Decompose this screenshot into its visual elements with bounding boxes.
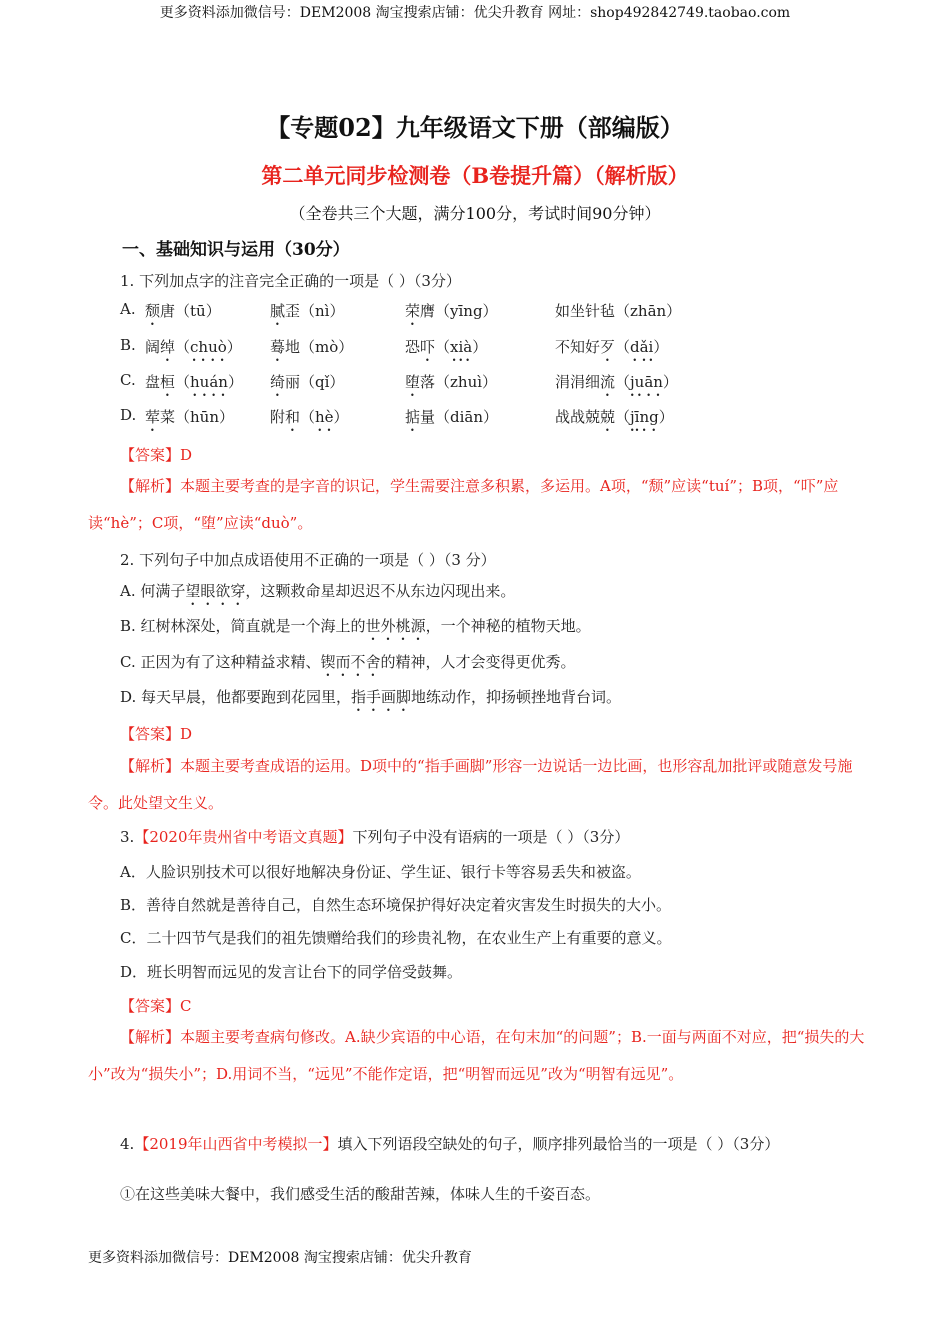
q1-option-label: D.	[120, 406, 137, 424]
q1-option-item: 盘桓（huán）	[145, 373, 243, 391]
q1-option-item: 蓦地（mò）	[270, 338, 354, 356]
exam-info: （全卷共三个大题，满分100分，考试时间90分钟）	[289, 204, 661, 223]
q4-line: ①在这些美味大餐中，我们感受生活的酸甜苦辣，体味人生的千姿百态。	[120, 1185, 601, 1203]
q1-option-item: 掂量（diān）	[405, 408, 499, 426]
q3-stem: 3.【2020年贵州省中考语文真题】下列句子中没有语病的一项是（ ）（3分）	[120, 828, 630, 846]
q1-option-item: 附和（hè）	[270, 408, 349, 426]
q1-option-label: C.	[120, 371, 136, 389]
q2-explanation: 【解析】本题主要考查成语的运用。D项中的“指手画脚”形容一边说话一边比画，也形容乱加批评或随意发号施令。此处望文生义。	[88, 757, 853, 812]
q3-answer: 【答案】C	[120, 997, 192, 1015]
q2-option: A. 何满子望眼欲穿，这颗救命星却迟迟不从东边闪现出来。	[120, 582, 516, 600]
q1-stem: 1. 下列加点字的注音完全正确的一项是（ ）（3分）	[120, 272, 461, 290]
q1-answer: 【答案】D	[120, 446, 193, 464]
q3-source: 【2020年贵州省中考语文真题】	[134, 828, 353, 846]
q1-option-item: 荣膺（yīng）	[405, 302, 498, 320]
q1-option-item: 恐吓（xià）	[405, 338, 488, 356]
q3-explanation: 【解析】本题主要考查病句修改。A.缺少宾语的中心语，在句末加“的问题”；B.一面与两面不对应，把“损失的大小”改为“损失小”；D.用词不当，“远见”不能作定语，把“明智而远见”改为“明智有远见”。	[88, 1028, 865, 1083]
q2-answer: 【答案】D	[120, 725, 193, 743]
q3-option: C．二十四节气是我们的祖先馈赠给我们的珍贵礼物，在农业生产上有重要的意义。	[120, 929, 672, 947]
q1-option-item: 不知好歹（dǎi）	[555, 338, 669, 356]
document-subtitle: 第二单元同步检测卷（B卷提升篇）（解析版）	[261, 163, 689, 188]
q2-option: D. 每天早晨，他都要跑到花园里，指手画脚地练动作，抑扬顿挫地背台词。	[120, 688, 622, 706]
q3-option: A．人脸识别技术可以很好地解决身份证、学生证、银行卡等容易丢失和被盗。	[120, 863, 641, 881]
q1-option-label: A.	[120, 300, 136, 318]
q1-option-item: 涓涓细流（juān）	[555, 373, 678, 391]
document-title: 【专题02】九年级语文下册（部编版）	[266, 113, 684, 142]
q1-option-item: 堕落（zhuì）	[405, 373, 498, 391]
q4-source: 【2019年山西省中考模拟一】	[134, 1135, 338, 1153]
q1-option-item: 战战兢兢（jīng）	[555, 408, 674, 426]
q1-option-item: 颓唐（tū）	[145, 302, 221, 320]
section-heading: 一、基础知识与运用（30分）	[122, 240, 350, 260]
page-footer: 更多资料添加微信号：DEM2008 淘宝搜索店铺：优尖升教育	[88, 1250, 472, 1266]
q1-option-label: B.	[120, 336, 136, 354]
q1-option-item: 阔绰（chuò）	[145, 338, 242, 356]
q2-stem: 2. 下列句子中加点成语使用不正确的一项是（ ）（3 分）	[120, 551, 496, 569]
q4-stem: 4.【2019年山西省中考模拟一】填入下列语段空缺处的句子，顺序排列最恰当的一项是（ ）（3分）	[120, 1135, 780, 1153]
q1-option-item: 如坐针毡（zhān）	[555, 302, 682, 320]
q3-option: B．善待自然就是善待自己，自然生态环境保护得好决定着灾害发生时损失的大小。	[120, 896, 672, 914]
q2-option: C. 正因为有了这种精益求精、锲而不舍的精神，人才会变得更优秀。	[120, 653, 576, 671]
q1-option-item: 荤菜（hūn）	[145, 408, 234, 426]
page-header: 更多资料添加微信号：DEM2008 淘宝搜索店铺：优尖升教育 网址：shop492842749.taobao.com	[159, 5, 791, 21]
q1-option-item: 腻歪（nì）	[270, 302, 345, 320]
q3-option: D．班长明智而远见的发言让台下的同学倍受鼓舞。	[120, 963, 463, 981]
q1-explanation: 【解析】本题主要考查的是字音的识记，学生需要注意多积累，多运用。A项，“颓”应读“tuí”；B项，“吓”应读“hè”；C项，“堕”应读“duò”。	[88, 477, 839, 532]
q1-option-item: 绮丽（qǐ）	[270, 373, 345, 391]
q2-option: B. 红树林深处，简直就是一个海上的世外桃源，一个神秘的植物天地。	[120, 617, 591, 635]
